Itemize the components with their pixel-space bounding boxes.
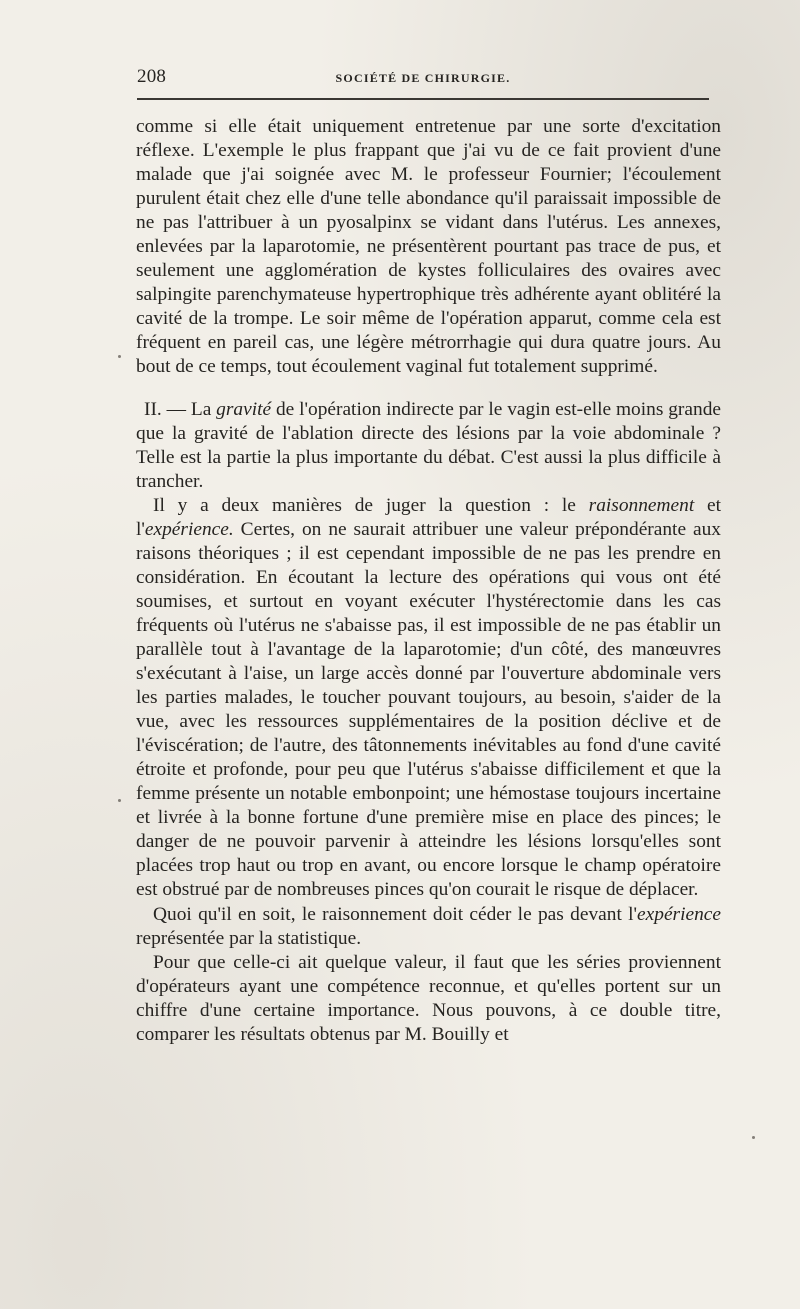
paragraph-section-ii (136, 398, 721, 494)
running-title: SOCIÉTÉ DE CHIRURGIE. (335, 71, 511, 85)
paragraph-statistics (136, 903, 721, 951)
emphasis-experience-2: expérience (637, 903, 721, 925)
paragraph-section-ii-text: de l'opération indirecte par le vagin est-elle moins grande que la gravité de l'ablation directe des lésions par la voie abdominale ? Telle est la partie la plus importante du débat. C'est aussi la plus difficile à trancher. (136, 398, 721, 492)
page-header (137, 62, 709, 102)
header-rule (137, 98, 709, 100)
paragraph-two-ways-start: Il y a deux manières de juger la question : le (153, 494, 589, 516)
paragraph-two-ways-rest: Certes, on ne saurait attribuer une valeur prépondérante aux raisons théoriques ; il est cependant impossible de ne pas les prendre en considération. En écoutant la lecture des opérations qui vous ont été soumises, et surtout en voyant exécuter l'hystérectomie dans les cas fréquents où l'utérus ne s'abaisse pas, il est impossible de ne pas établir un parallèle tout à l'avantage de la laparotomie; d'un côté, des manœuvres s'exécutant à l'aise, un large accès donné par l'ouverture abdominale vers les parties malades, le toucher pouvant toujours, au besoin, s'aider de la vue, avec les ressources supplémentaires de la position déclive et de l'éviscération; de l'autre, des tâtonnements inévitables au fond d'une cavité étroite et profonde, pour peu que l'utérus s'abaisse difficilement et que la femme présente un notable embonpoint; une hémostase toujours incertaine et livrée à la bonne fortune d'une première mise en place des pinces; le danger de ne pouvoir parvenir à atteindre les lésions lorsqu'elles sont placées trop haut ou trop en avant, ou encore lorsque le champ opératoire est obstrué par de nombreuses pinces qu'on courait le risque de déplacer. (136, 518, 721, 901)
section-ii-label: II. — La (144, 398, 217, 420)
emphasis-raisonnement: raisonnement (588, 494, 695, 516)
ink-speck (752, 1136, 755, 1139)
paragraph-two-ways (136, 494, 721, 903)
emphasis-gravite: gravité (216, 398, 272, 420)
paragraph-two-ways-mid: et l' (136, 494, 721, 540)
emphasis-experience: expérience. (144, 518, 234, 540)
paragraph-statistics-rest: représentée par la statistique. (136, 927, 362, 949)
page-number: 208 (137, 66, 167, 87)
body-text (136, 115, 721, 1047)
ink-speck (118, 355, 121, 358)
paragraph-statistics-start: Quoi qu'il en soit, le raisonnement doit céder le pas devant l' (153, 903, 638, 925)
paragraph-series: Pour que celle-ci ait quelque valeur, il faut que les séries proviennent d'opérateurs ayant une compétence reconnue, et qu'elles portent sur un chiffre d'une certaine importance. Nous pouvons, à ce double titre, comparer les résultats obtenus par M. Bouilly et (136, 951, 721, 1045)
ink-speck (118, 799, 121, 802)
paragraph-continued: comme si elle était uniquement entretenue par une sorte d'excitation réflexe. L'exemple le plus frappant que j'ai vu de ce fait provient d'une malade que j'ai soignée avec M. le professeur Fournier; l'écoulement purulent était chez elle d'une telle abondance qu'il paraissait impossible de ne pas l'attribuer à un pyosalpinx se vidant dans l'utérus. Les annexes, enlevées par la laparotomie, ne présentèrent pourtant pas trace de pus, et seulement une agglomération de kystes folliculaires des ovaires avec salpingite parenchymateuse hypertrophique très adhérente ayant oblitéré la cavité de la trompe. Le soir même de l'opération apparut, comme cela est fréquent en pareil cas, une légère métrorrhagie qui dura quatre jours. Au bout de ce temps, tout écoulement vaginal fut totalement supprimé. (136, 116, 721, 378)
